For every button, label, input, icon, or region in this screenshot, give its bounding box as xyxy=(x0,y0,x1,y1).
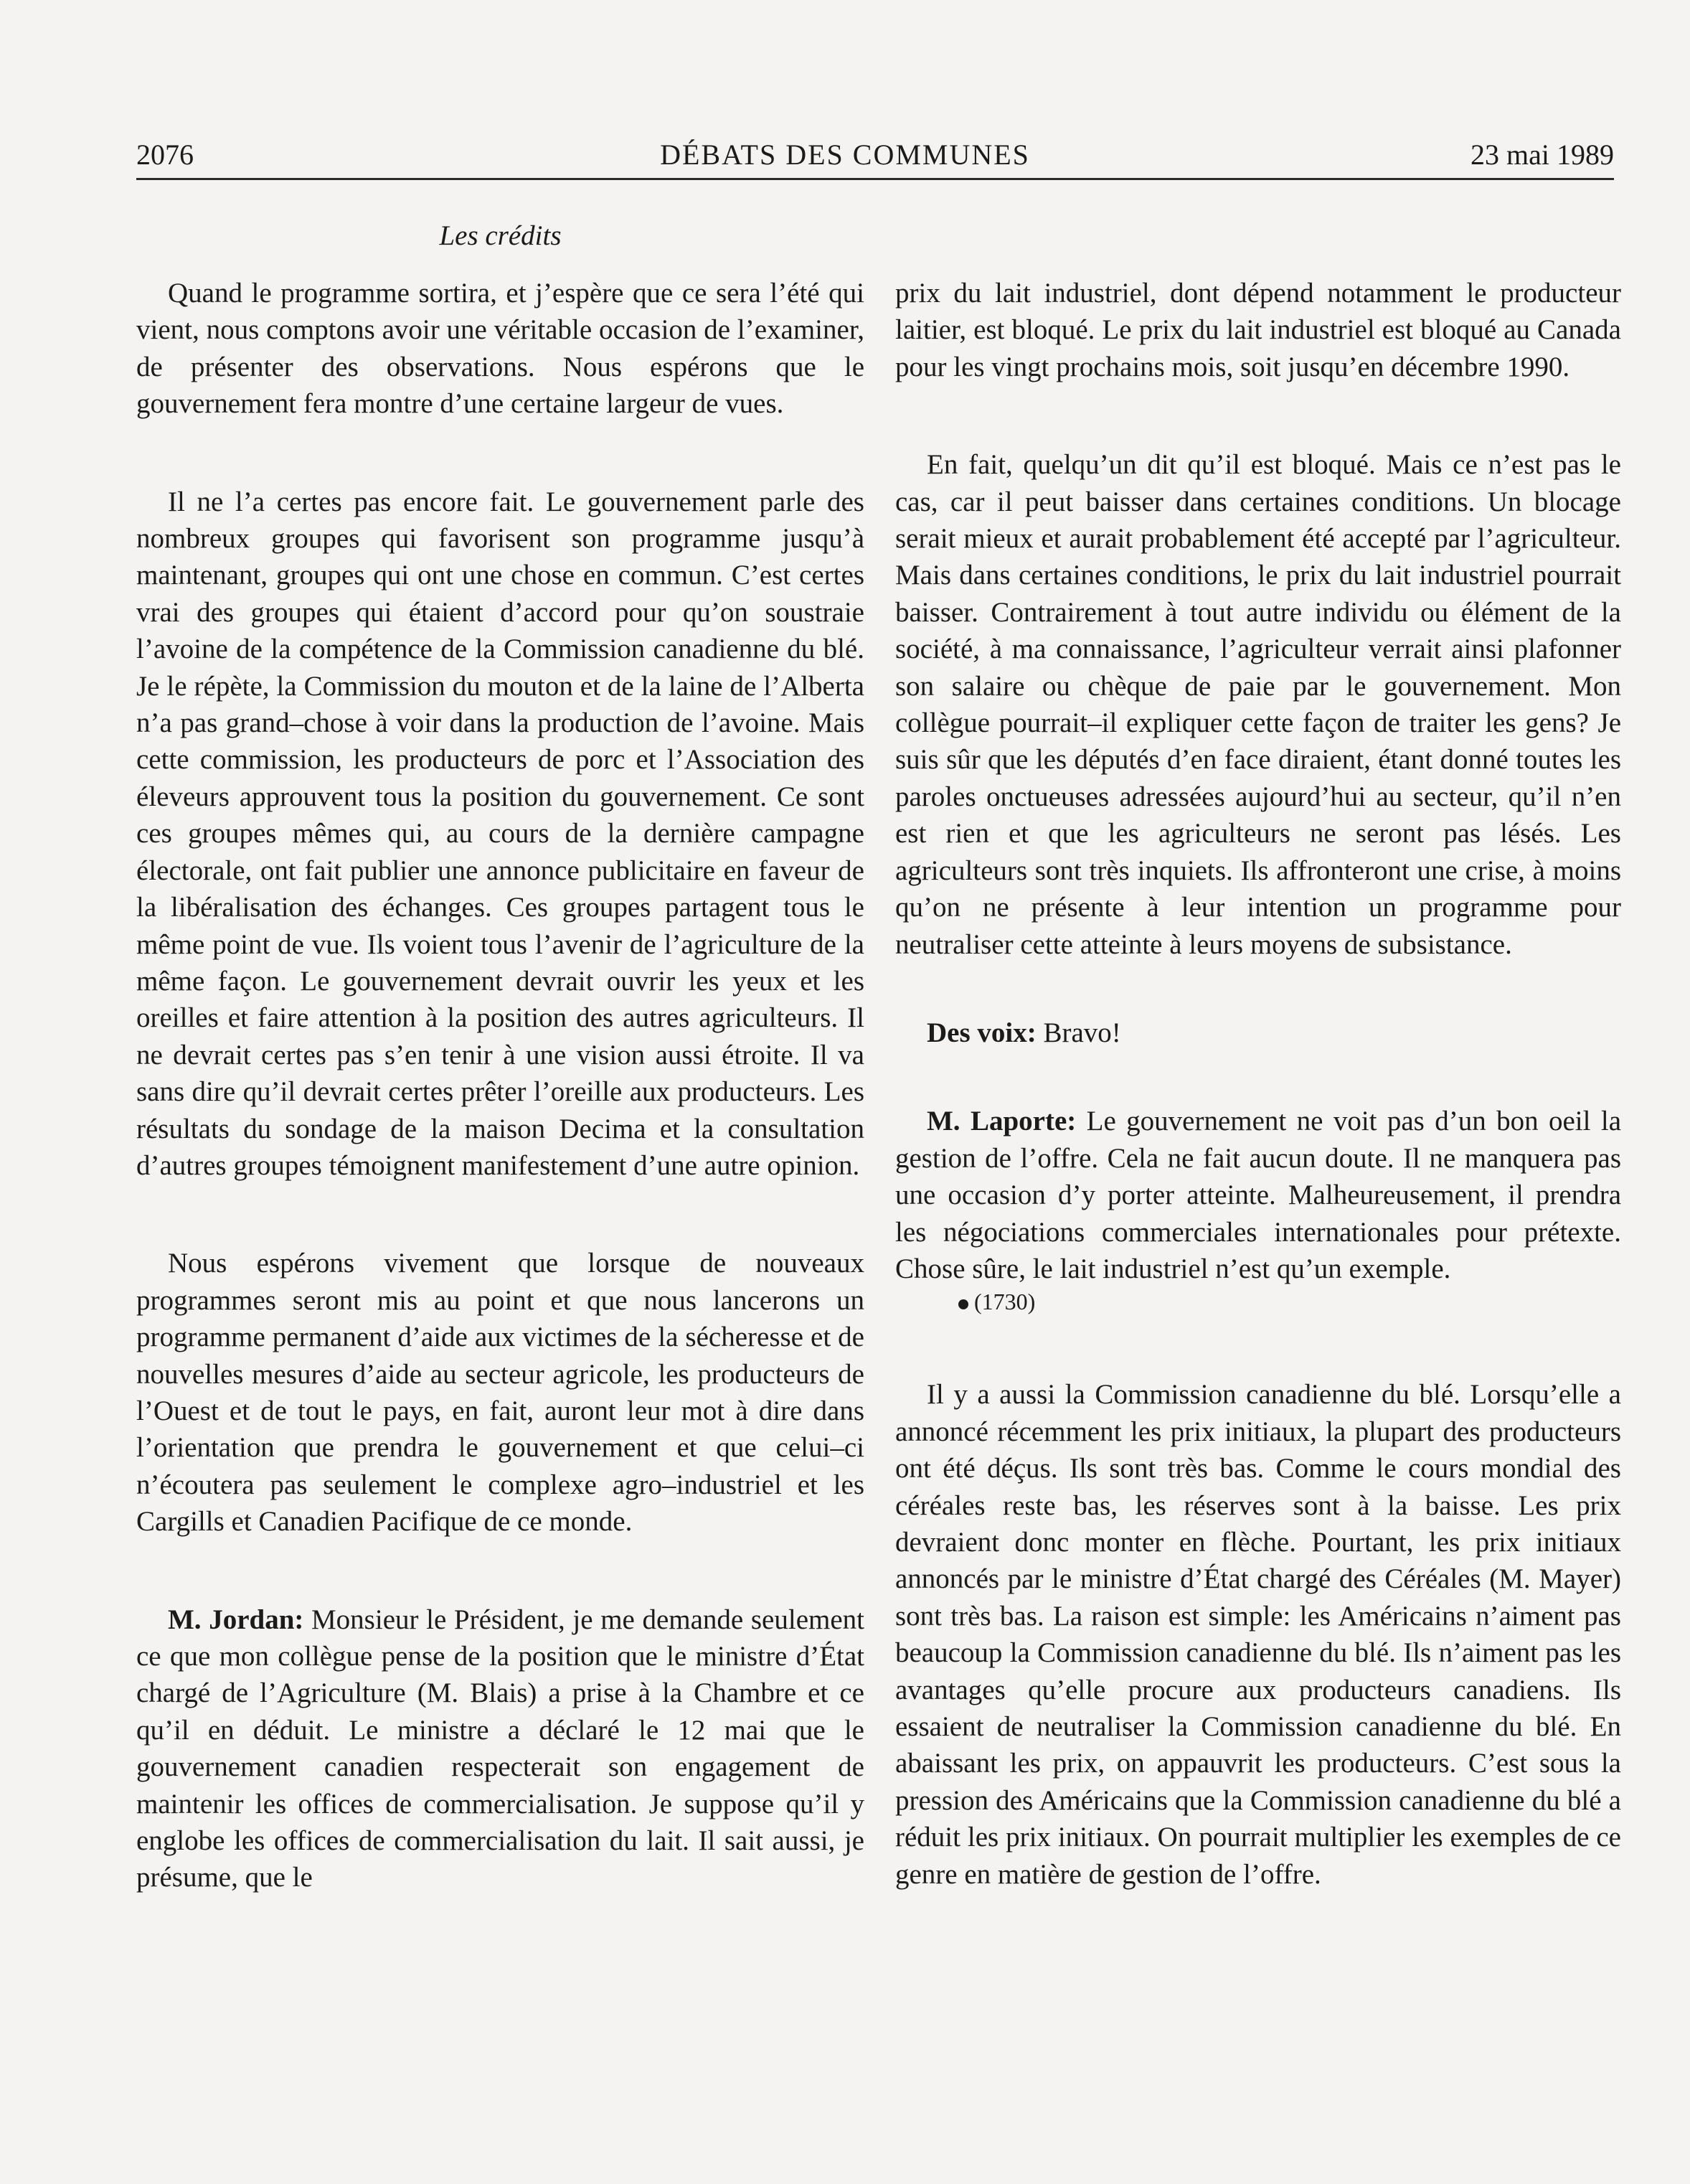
page-date: 23 mai 1989 xyxy=(1471,138,1614,171)
bullet-icon xyxy=(958,1299,968,1309)
left-column xyxy=(136,275,864,1896)
speaker-name: Des voix: xyxy=(927,1017,1037,1048)
publication-title: DÉBATS DES COMMUNES xyxy=(660,138,1030,171)
speech-voices xyxy=(895,1015,1621,1051)
paragraph: prix du lait industriel, dont dépend notamment le producteur laitier, est bloqué. Le prix du lait industriel est bloqué au Canada pour les vingt prochains mois, soit jusqu’en décembre 1990. xyxy=(895,278,1621,382)
speech-text: Le gouvernement ne voit pas d’un bon oeil la gestion de l’offre. Cela ne fait aucun doute. Il ne manquera pas une occasion d’y porter atteinte. Malheureusement, il prendra les négociations commerciales internationales pour prétexte. Chose sûre, le lait industriel n’est qu’un exemple. xyxy=(895,1106,1621,1284)
speaker-name: M. Jordan: xyxy=(168,1604,304,1635)
right-column xyxy=(895,275,1621,1893)
header-rule xyxy=(136,178,1614,180)
speech-text: Monsieur le Président, je me demande seulement ce que mon collègue pense de la position que le ministre d’État chargé de l’Agriculture (M. Blais) a prise à la Chambre et ce qu’il en déduit. Le ministre a déclaré le 12 mai que le gouvernement canadien respecterait son engagement de maintenir les offices de commercialisation. Je suppose qu’il y englobe les offices de commercialisation du lait. Il sait aussi, je présume, que le xyxy=(136,1604,864,1893)
section-title: Les crédits xyxy=(439,220,562,251)
speaker-name: M. Laporte: xyxy=(927,1106,1077,1137)
speech-text: Bravo! xyxy=(1036,1017,1121,1048)
paragraph: Quand le programme sortira, et j’espère que ce sera l’été qui vient, nous comptons avoir une véritable occasion de l’examiner, de présenter des observations. Nous espérons que le gouvernement fera montre d’une certaine largeur de vues. xyxy=(136,278,864,420)
speech-jordan xyxy=(136,1601,864,1896)
paragraph: Il ne l’a certes pas encore fait. Le gouvernement parle des nombreux groupes qui favorisent son programme jusqu’à maintenant, groupes qui ont une chose en commun. C’est certes vrai des groupes qui étaient d’accord pour qu’on soustraie l’avoine de la compétence de la Commission canadienne du blé. Je le répète, la Commission du mouton et de la laine de l’Alberta n’a pas grand–chose à voir dans la production de l’avoine. Mais cette commission, les producteurs de porc et l’Association des éleveurs approuvent tous la position du gouvernement. Ce sont ces groupes mêmes qui, au cours de la dernière campagne électorale, ont fait publier une annonce publicitaire en faveur de la libéralisation des échanges. Ces groupes partagent tous le même point de vue. Ils voient tous l’avenir de l’agriculture de la même façon. Le gouvernement devrait ouvrir les yeux et les oreilles et faire attention à la position des autres agriculteurs. Il ne devrait certes pas s’en tenir à une vision aussi étroite. Il va sans dire qu’il devrait certes prêter l’oreille aux producteurs. Les résultats du sondage de la maison Decima et la consultation d’autres groupes témoignent manifestement d’une autre opinion. xyxy=(136,486,864,1181)
paragraph: Il y a aussi la Commission canadienne du blé. Lorsqu’elle a annoncé récemment les prix initiaux, la plupart des producteurs ont été déçus. Ils sont très bas. Comme le cours mondial des céréales reste bas, les réserves sont à la baisse. Les prix devraient donc monter en flèche. Pourtant, les prix initiaux annoncés par le ministre d’État chargé des Céréales (M. Mayer) sont très bas. La raison est simple: les Américains n’aiment pas beaucoup la Commission canadienne du blé. Ils n’aiment pas les avantages qu’elle procure aux producteurs canadiens. Ils essaient de neutraliser la Commission canadienne du blé. En abaissant les prix, on appauvrit les producteurs. C’est sous la pression des Américains que la Commission canadienne du blé a réduit les prix initiaux. On pourrait multiplier les exemples de ce genre en matière de gestion de l’offre. xyxy=(895,1379,1621,1890)
paragraph: Nous espérons vivement que lorsque de nouveaux programmes seront mis au point et que nous lancerons un programme permanent d’aide aux victimes de la sécheresse et de nouvelles mesures d’aide au secteur agricole, les producteurs de l’Ouest et de tout le pays, en fait, auront leur mot à dire dans l’orientation que prendra le gouvernement et que celui–ci n’écoutera pas seulement le complexe agro–industriel et les Cargills et Canadien Pacifique de ce monde. xyxy=(136,1248,864,1538)
paragraph: En fait, quelqu’un dit qu’il est bloqué. Mais ce n’est pas le cas, car il peut baisser dans certaines conditions. Un blocage serait mieux et aurait probablement été accepté par l’agriculteur. Mais dans certaines conditions, le prix du lait industriel pourrait baisser. Contrairement à tout autre individu ou élément de la société, à ma connaissance, l’agriculteur verrait ainsi plafonner son salaire ou chèque de paie par le gouvernement. Mon collègue pourrait–il expliquer cette façon de traiter les gens? Je suis sûr que les députés d’en face diraient, étant donné toutes les paroles onctueuses adressées aujourd’hui au secteur, qu’il n’en est rien et que les agriculteurs ne seront pas lésés. Les agriculteurs sont très inquiets. Ils affronteront une crise, à moins qu’on ne présente à leur intention un programme pour neutraliser cette atteinte à leurs moyens de subsistance. xyxy=(895,449,1621,960)
timestamp xyxy=(895,1287,1621,1316)
speech-laporte xyxy=(895,1103,1621,1287)
page-number: 2076 xyxy=(136,138,194,171)
timestamp-text: (1730) xyxy=(974,1289,1036,1315)
